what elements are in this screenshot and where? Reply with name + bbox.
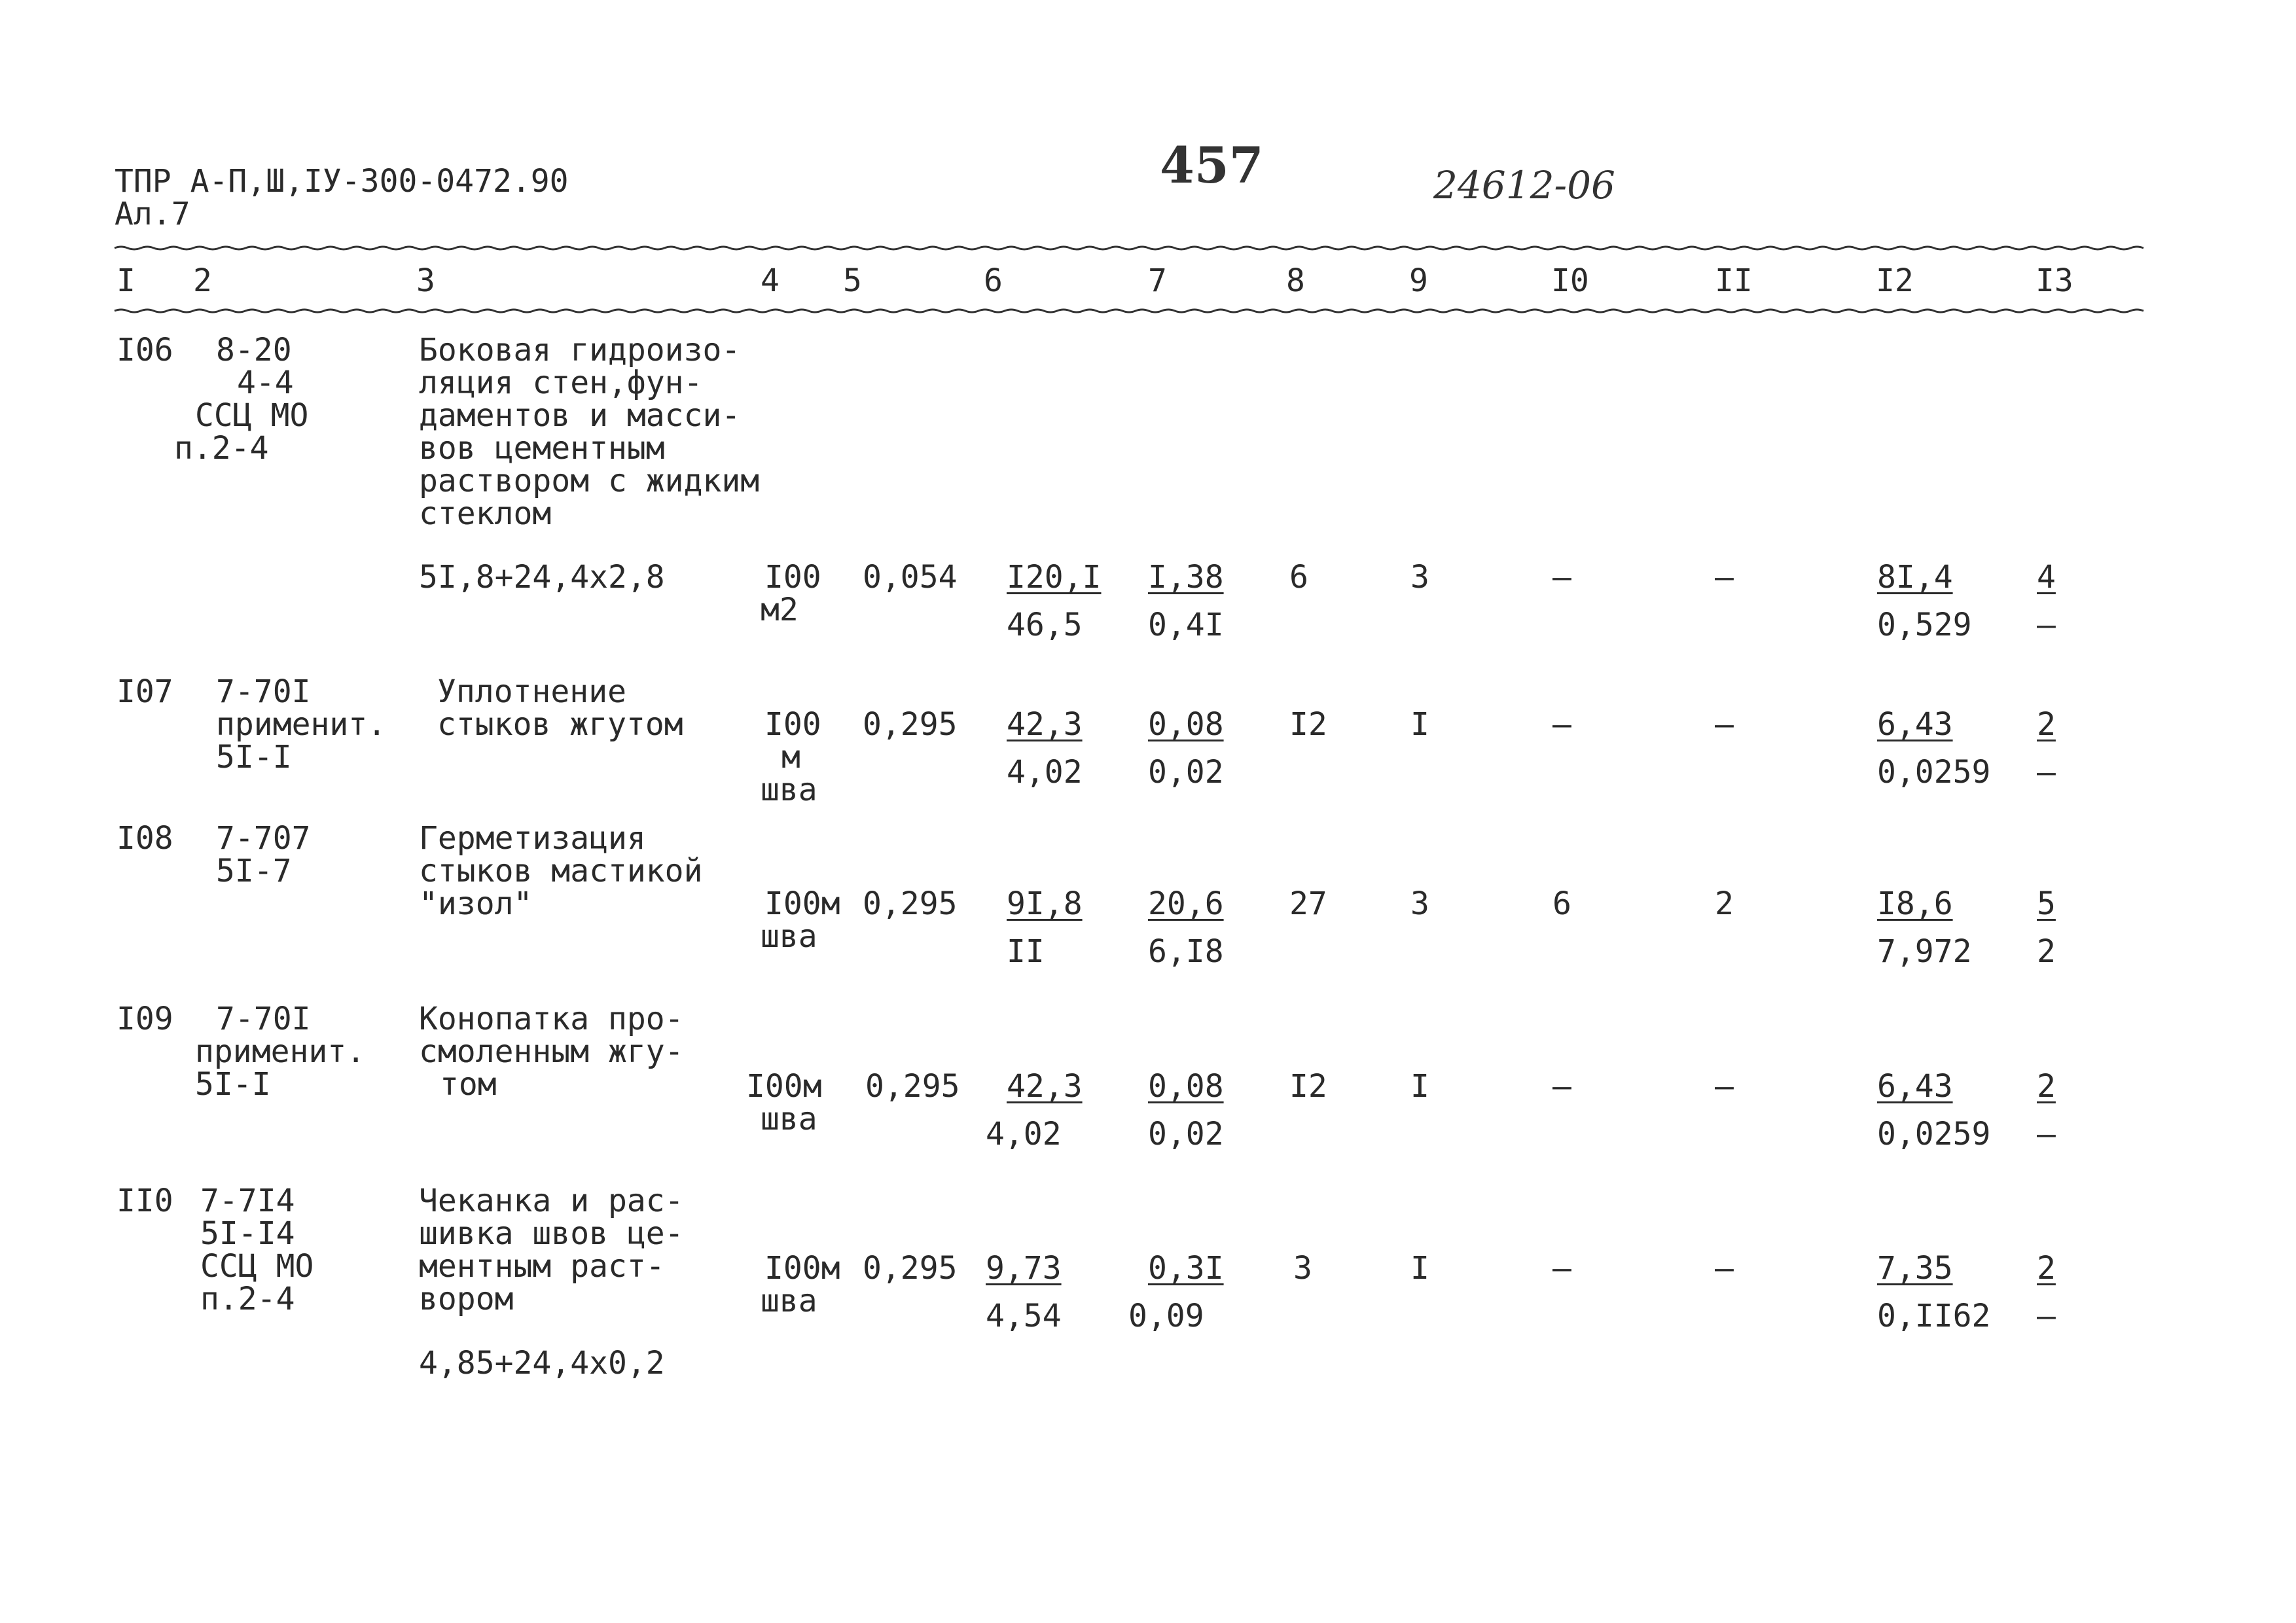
row-unit-line: м2 [761, 592, 798, 628]
col-header-11: II [1715, 262, 1753, 299]
row-unit-line: I00м [764, 1250, 840, 1287]
handwritten-number: 24612-06 [1433, 163, 1615, 207]
row-c9: 3 [1410, 559, 1429, 596]
row-code-line: 4-4 [237, 365, 294, 401]
header-bottom-rule [0, 306, 2296, 315]
row-unit-line: I00 [764, 559, 821, 596]
row-unit-line: м [781, 739, 800, 776]
row-desc-line: Боковая гидроизо- [419, 332, 741, 368]
row-c8: I2 [1289, 706, 1327, 743]
row-c7-bottom: 0,02 [1148, 754, 1224, 791]
row-unit-line: шва [761, 1283, 817, 1319]
col-header-7: 7 [1148, 262, 1167, 299]
row-c8: 27 [1289, 885, 1327, 922]
row-code-line: 5I-7 [216, 853, 292, 889]
row-desc-line: шивка швов це- [419, 1215, 684, 1252]
row-c6-top: I20,I [1007, 559, 1102, 596]
row-c6-bottom: II [1007, 933, 1045, 970]
col-header-8: 8 [1286, 262, 1305, 299]
row-quantity: 0,054 [863, 559, 958, 596]
row-c7-top: 0,3I [1148, 1250, 1224, 1287]
row-c7-top: 20,6 [1148, 885, 1224, 922]
row-c11: – [1715, 559, 1734, 596]
row-number: I08 [117, 820, 173, 857]
row-c6-bottom: 46,5 [1007, 607, 1083, 643]
row-unit-line: шва [761, 918, 817, 955]
col-header-5: 5 [843, 262, 862, 299]
row-quantity: 0,295 [865, 1068, 960, 1105]
row-c13-top: 4 [2037, 559, 2056, 596]
row-desc-line: вором [419, 1281, 514, 1317]
row-c10: – [1552, 1068, 1571, 1105]
row-code-line: применит. [216, 706, 387, 743]
col-header-3: 3 [416, 262, 435, 299]
row-c12-top: 8I,4 [1877, 559, 1953, 596]
row-c13-top: 2 [2037, 706, 2056, 743]
row-c9: I [1410, 706, 1429, 743]
row-code-line: п.2-4 [174, 430, 269, 467]
row-desc-line: Герметизация [419, 820, 646, 857]
row-desc-line: ментным раст- [419, 1248, 665, 1285]
row-code-line: 5I-I [195, 1066, 271, 1103]
row-c7-top: I,38 [1148, 559, 1224, 596]
row-c11: – [1715, 1068, 1734, 1105]
document-code: ТПР А-П,Ш,IУ-300-0472.90 [115, 163, 569, 200]
row-c13-top: 2 [2037, 1068, 2056, 1105]
row-c12-bottom: 0,0259 [1877, 754, 1991, 791]
page-number: 457 [1160, 136, 1264, 194]
row-c7-bottom: 0,02 [1148, 1116, 1224, 1152]
row-c11: 2 [1715, 885, 1734, 922]
row-c13-top: 2 [2037, 1250, 2056, 1287]
row-c7-bottom: 6,I8 [1148, 933, 1224, 970]
row-code-line: применит. [195, 1033, 366, 1070]
row-c9: 3 [1410, 885, 1429, 922]
row-code-line: п.2-4 [200, 1281, 295, 1317]
row-c7-bottom: 0,4I [1148, 607, 1224, 643]
row-desc-line: "изол" [419, 885, 533, 922]
row-code-line: 7-70I [216, 673, 311, 710]
row-c8: 6 [1289, 559, 1308, 596]
row-unit-line: шва [761, 772, 817, 808]
row-unit-line: шва [761, 1101, 817, 1137]
col-header-2: 2 [193, 262, 212, 299]
col-header-13: I3 [2036, 262, 2073, 299]
row-c7-top: 0,08 [1148, 1068, 1224, 1105]
row-c6-bottom: 4,02 [1007, 754, 1083, 791]
row-c12-top: 6,43 [1877, 1068, 1953, 1105]
row-formula: 5I,8+24,4x2,8 [419, 559, 665, 596]
row-c6-top: 42,3 [1007, 1068, 1083, 1105]
row-c13-bottom: 2 [2037, 933, 2056, 970]
row-c10: – [1552, 1250, 1571, 1287]
row-desc-line: стыков мастикой [419, 853, 703, 889]
row-unit-line: I00м [746, 1068, 822, 1105]
row-desc-line: том [440, 1066, 497, 1103]
header-top-rule [0, 243, 2296, 253]
row-code-line: 7-7I4 [200, 1183, 295, 1219]
row-desc-line: Уплотнение [437, 673, 626, 710]
row-c7-bottom: 0,09 [1128, 1298, 1204, 1334]
row-c13-top: 5 [2037, 885, 2056, 922]
row-c13-bottom: – [2037, 1116, 2056, 1152]
row-code-line: 5I-I [216, 739, 292, 776]
row-quantity: 0,295 [863, 885, 958, 922]
row-c12-bottom: 0,0259 [1877, 1116, 1991, 1152]
row-c12-bottom: 0,II62 [1877, 1298, 1991, 1334]
row-c7-top: 0,08 [1148, 706, 1224, 743]
row-c9: I [1410, 1250, 1429, 1287]
col-header-10: I0 [1551, 262, 1589, 299]
col-header-12: I2 [1876, 262, 1914, 299]
row-desc-line: даментов и масси- [419, 397, 741, 434]
row-desc-line: раствором с жидким [419, 463, 760, 499]
row-c6-bottom: 4,02 [986, 1116, 1062, 1152]
row-desc-line: стыков жгутом [437, 706, 683, 743]
col-header-9: 9 [1409, 262, 1428, 299]
row-c12-top: 6,43 [1877, 706, 1953, 743]
row-c12-top: I8,6 [1877, 885, 1953, 922]
row-desc-line: вов цементным [419, 430, 665, 467]
row-c13-bottom: – [2037, 754, 2056, 791]
row-quantity: 0,295 [863, 1250, 958, 1287]
row-number: I09 [117, 1001, 173, 1037]
sheet-label: Ал.7 [115, 196, 190, 232]
row-unit-line: I00 [764, 706, 821, 743]
row-c9: I [1410, 1068, 1429, 1105]
col-header-6: 6 [984, 262, 1003, 299]
row-number: I06 [117, 332, 173, 368]
row-desc-line: ляция стен,фун- [419, 365, 703, 401]
row-code-line: ССЦ МО [200, 1248, 314, 1285]
row-c11: – [1715, 1250, 1734, 1287]
row-quantity: 0,295 [863, 706, 958, 743]
row-c12-bottom: 0,529 [1877, 607, 1972, 643]
row-c10: – [1552, 559, 1571, 596]
row-desc-line: смоленным жгу- [419, 1033, 684, 1070]
row-c12-top: 7,35 [1877, 1250, 1953, 1287]
col-header-1: I [117, 262, 135, 299]
row-c6-bottom: 4,54 [986, 1298, 1062, 1334]
row-formula: 4,85+24,4x0,2 [419, 1345, 665, 1382]
row-c12-bottom: 7,972 [1877, 933, 1972, 970]
row-c6-top: 9,73 [986, 1250, 1062, 1287]
row-code-line: 5I-I4 [200, 1215, 295, 1252]
row-desc-line: стеклом [419, 495, 552, 532]
row-code-line: 8-20 [216, 332, 292, 368]
row-unit-line: I00м [764, 885, 840, 922]
col-header-4: 4 [761, 262, 780, 299]
row-c10: – [1552, 706, 1571, 743]
row-c6-top: 42,3 [1007, 706, 1083, 743]
row-c8: I2 [1289, 1068, 1327, 1105]
row-desc-line: Конопатка про- [419, 1001, 684, 1037]
row-number: II0 [117, 1183, 173, 1219]
row-c6-top: 9I,8 [1007, 885, 1083, 922]
row-c10: 6 [1552, 885, 1571, 922]
row-number: I07 [117, 673, 173, 710]
row-c13-bottom: – [2037, 1298, 2056, 1334]
row-c11: – [1715, 706, 1734, 743]
row-code-line: 7-707 [216, 820, 311, 857]
row-desc-line: Чеканка и рас- [419, 1183, 684, 1219]
row-code-line: 7-70I [216, 1001, 311, 1037]
row-c8: 3 [1293, 1250, 1312, 1287]
row-c13-bottom: – [2037, 607, 2056, 643]
row-code-line: ССЦ МО [195, 397, 309, 434]
